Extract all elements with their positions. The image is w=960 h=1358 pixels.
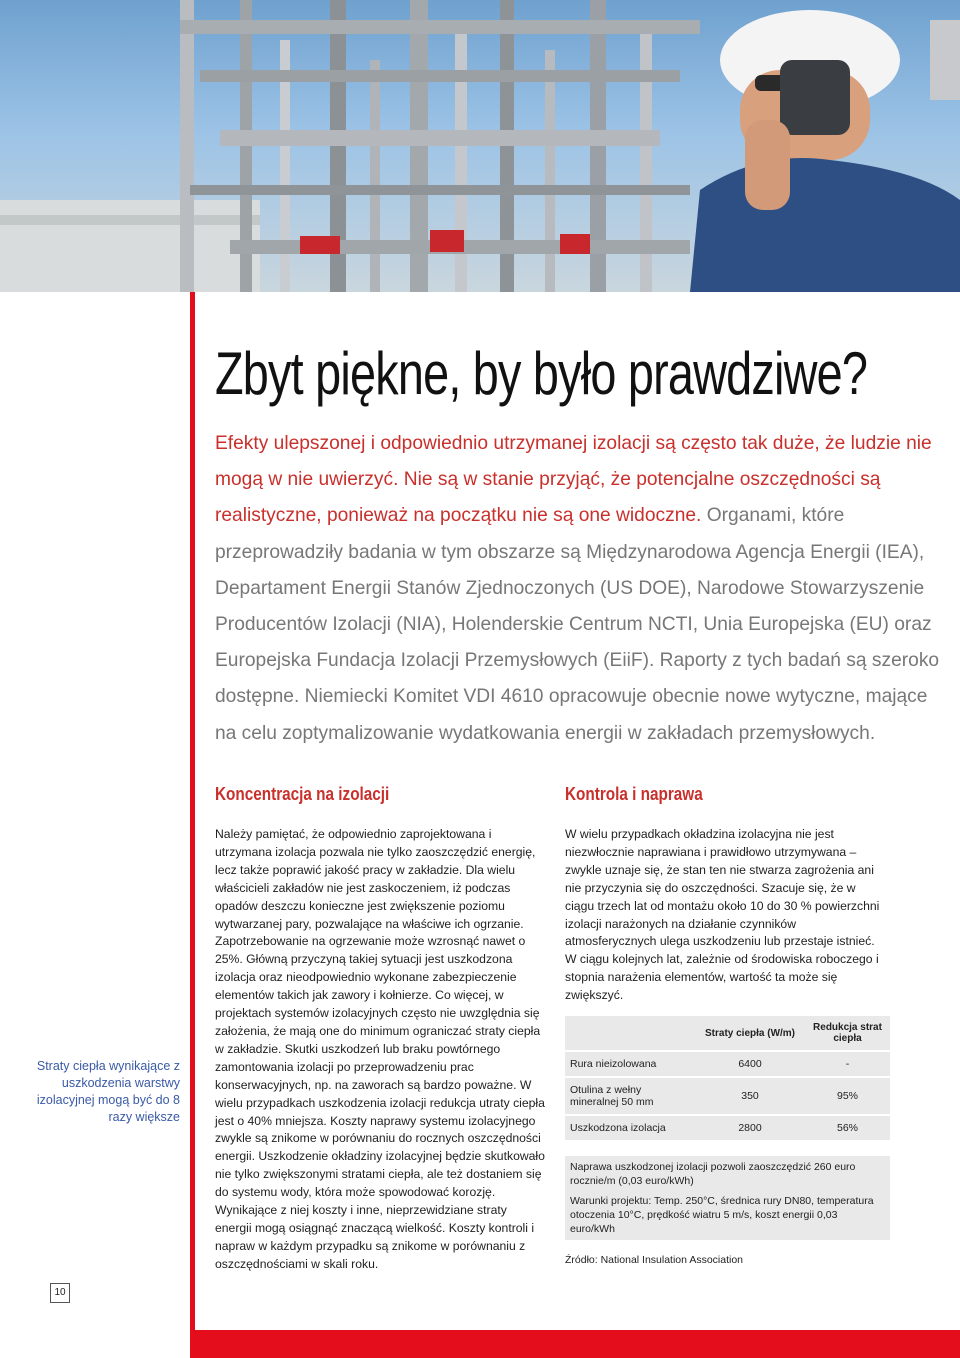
- red-bottom-band: [190, 1330, 960, 1358]
- left-column-body: Należy pamiętać, że odpowiednio zaprojektowana i utrzymana izolacja pozwala nie tylko zaoszczędzić energię, lecz także poprawić jakość pracy w zakładzie. Dla wielu właścicieli zakładów nie jest zaskoczeniem, iż podczas opadów deszczu konieczne jest zwiększenie poziomu wytwarzanej pary, pozwalające na właściwe ich ogrzanie. Zapotrzebowanie na ogrzewanie może wzrosnąć nawet o 25%. Główną przyczyną takiej sytuacji jest uszkodzona izolacja oraz nieodpowiednio wykonane zabezpieczenie elementów takich jak zawory i kołnierze. Co więcej, w projektach systemów izolacyjnych często nie uwzględnia się założenia, że mają one do minimum ograniczać straty ciepła w zakładzie. Skutki uszkodzeń lub braku powtórnego zamontowania izolacji po przeprowadzeniu prac konserwacyjnych, np. na zaworach są bardzo poważne. W wielu przypadkach uszkodzenia izolacji redukcja utraty ciepła jest o 40% mniejsza. Koszty naprawy systemu izolacyjnego zwykle są znikome w porównaniu do rocznych oszczędności energii. Uszkodzenie okładziny izolacyjnej będzie skutkowało nie tylko zwiększonymi stratami ciepła, ale też dostaniem się do systemu wody, która może spowodować korozję. Wynikające z niej koszty i inne, nieprzewidziane straty energii mogą osiągnąć znaczącą wielkość. Koszty kontroli i napraw w każdym przypadku są znikome w porównaniu z oszczędnościami w skali roku.: [215, 827, 545, 1271]
- page-number: 10: [50, 1283, 70, 1303]
- row-reduction: 56%: [805, 1116, 890, 1140]
- table-header-reduction: Redukcja strat ciepła: [805, 1016, 890, 1050]
- industrial-plant-image: [0, 0, 960, 292]
- row-loss: 6400: [695, 1052, 805, 1076]
- intro-paragraph: [215, 426, 945, 752]
- table-header-row: [565, 1016, 890, 1050]
- table-header-loss: Straty ciepła (W/m): [695, 1016, 805, 1050]
- table-note-conditions: Warunki projektu: Temp. 250°C, średnica rury DN80, temperatura otoczenia 10°C, prędkość wiatru 5 m/s, koszt energii 0,03 euro/kWh: [565, 1190, 890, 1240]
- left-column-heading: Koncentracja na izolacji: [215, 784, 390, 804]
- row-reduction: -: [805, 1052, 890, 1076]
- table-row: [565, 1052, 890, 1076]
- table-row: [565, 1078, 890, 1114]
- source-note: Źródło: National Insulation Association: [565, 1254, 744, 1266]
- table-header-blank: [565, 1016, 695, 1050]
- header-photo: [0, 0, 960, 292]
- row-label: Uszkodzona izolacja: [565, 1116, 695, 1140]
- red-vertical-rule: [190, 292, 195, 1330]
- row-label: Rura nieizolowana: [565, 1052, 695, 1076]
- heat-loss-table: [565, 1014, 890, 1142]
- page-title: Zbyt piękne, by było prawdziwe?: [215, 340, 868, 407]
- intro-highlight: Efekty ulepszonej i odpowiednio utrzymanej izolacji są często tak duże, że ludzie nie mogą w nie uwierzyć. Nie są w stanie przyjąć, że potencjalne oszczędności są realistyczne, ponieważ na początku nie są one widoczne.: [215, 433, 932, 527]
- row-reduction: 95%: [805, 1078, 890, 1114]
- right-column-body: W wielu przypadkach okładzina izolacyjna nie jest niezwłocznie naprawiana i prawidłowo utrzymywana – zwykle uznaje się, że stan ten nie stwarza zagrożenia ani nie przyczynia się do oszczędności. Szacuje się, że w ciągu trzech lat od montażu około 10 do 30 % powierzchni izolacji narażonych na działanie czynników atmosferycznych ulega uszkodzeniu lub przestaje istnieć. W ciągu kolejnych lat, zależnie od środowiska roboczego i stopnia narażenia elementów, wartość ta może się zwiększyć.: [565, 827, 880, 1003]
- table-note-savings: Naprawa uszkodzonej izolacji pozwoli zaoszczędzić 260 euro rocznie/m (0,03 euro/kWh): [565, 1156, 890, 1192]
- table-row: [565, 1116, 890, 1140]
- row-loss: 2800: [695, 1116, 805, 1140]
- left-margin: [0, 292, 190, 1358]
- intro-body: Organami, które przeprowadziły badania w tym obszarze są Międzynarodowa Agencja Energii (IEA), Departament Energii Stanów Zjednoczonych (US DOE), Narodowe Stowarzyszenie Producentów Izolacji (NIA), Holenderskie Centrum NCTI, Unia Europejska (EU) oraz Europejska Fundacja Izolacji Przemysłowych (EiiF). Raporty z tych badań są szeroko dostępne. Niemiecki Komitet VDI 4610 opracowuje obecnie nowe wytyczne, mające na celu zoptymalizowanie wydatkowania energii w zakładach przemysłowych.: [215, 505, 940, 744]
- row-loss: 350: [695, 1078, 805, 1114]
- right-column-heading: Kontrola i naprawa: [565, 784, 703, 804]
- row-label: Otulina z wełny mineralnej 50 mm: [565, 1078, 695, 1114]
- side-quote: Straty ciepła wynikające z uszkodzenia warstwy izolacyjnej mogą być do 8 razy większe: [36, 1059, 180, 1124]
